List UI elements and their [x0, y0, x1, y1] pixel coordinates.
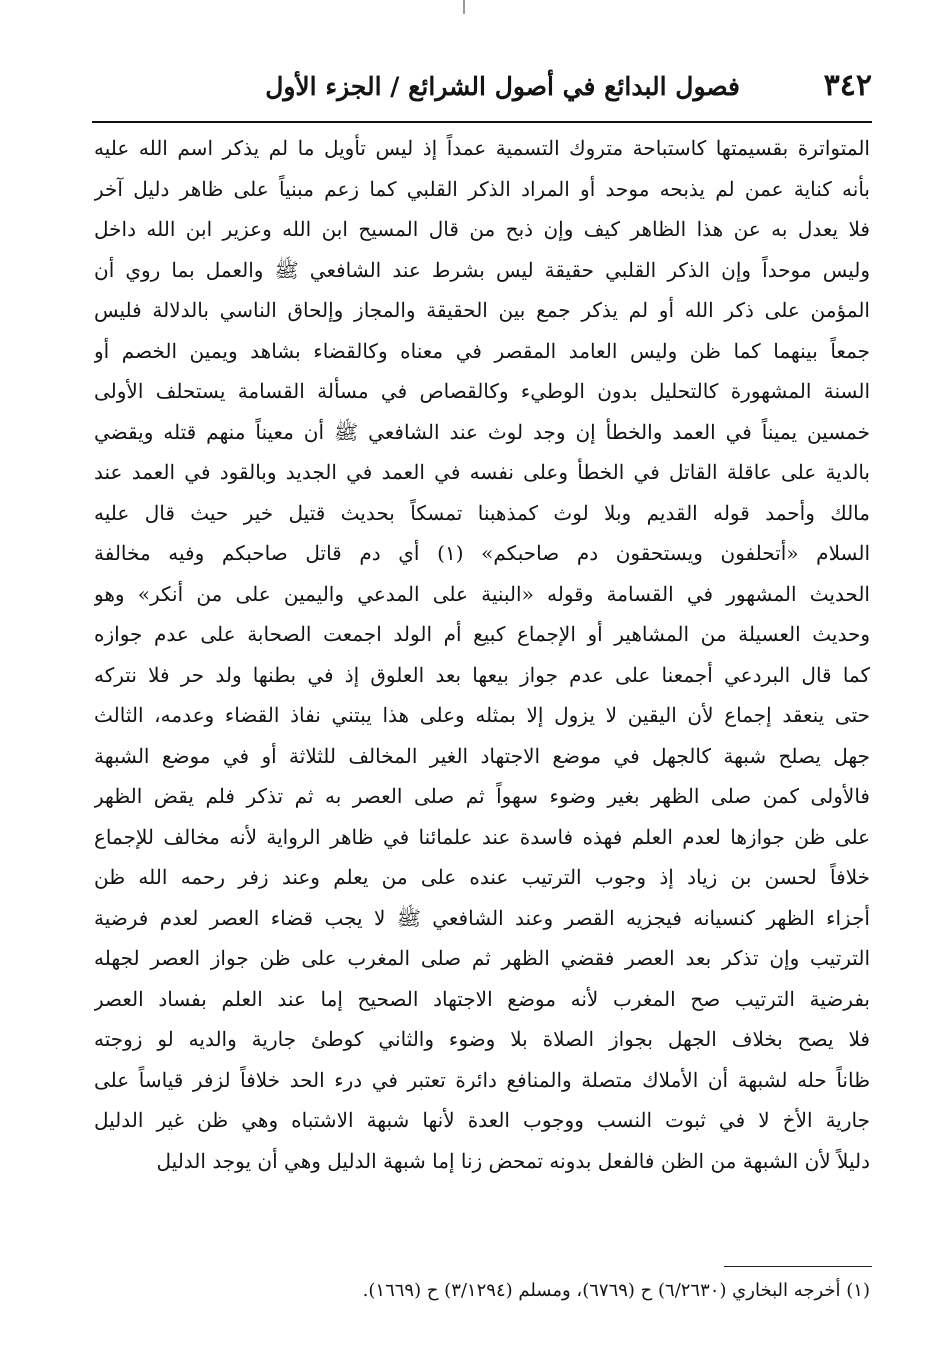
text-line: خمسين يميناً في العمد والخطأ إن وجد لوث عند الشافعي ﷺ أن معيناً منهم قتله ويقضي: [94, 419, 870, 444]
text-line: السلام «أتحلفون ويستحقون دم صاحبكم» (١) أي دم قاتل صاحبكم وفيه مخالفة: [94, 541, 870, 565]
text-line: كما قال البردعي أجمعنا على عدم جواز بيعها بعد العلوق إذ في بطنها ولد حر فلا نتركه: [94, 662, 870, 687]
text-line: وليس موحداً وإن الذكر القلبي حقيقة ليس بشرط عند الشافعي ﷺ والعمل بما روي أن: [94, 257, 870, 282]
page-crop-mark: [463, 0, 465, 14]
text-line: بفرضية الترتيب صح المغرب لأنه موضع الاجتهاد الصحيح إما عند العلم بفساد العصر: [94, 986, 870, 1011]
page-number: ٣٤٢: [823, 68, 872, 103]
text-line: جمعاً بينهما كما ظن وليس العامد المقصر في معناه وكالقضاء بشاهد ويمين الخصم أو: [94, 338, 870, 363]
text-line: مالك وأحمد قوله القديم وبلا لوث كمذهبنا تمسكاً بحديث قتيل خير حيث قال عليه: [94, 500, 870, 525]
text-line: الترتيب وإن تذكر بعد العصر فقضي الظهر ثم صلى المغرب على ظن جواز العصر لجهله: [94, 946, 870, 970]
text-line: ظاناً حله لشبهة أن الأملاك متصلة والمنافع دائرة تعتبر في درء الحد خلافاً لزفر قياساً على: [94, 1067, 870, 1092]
text-line: فالأولى كمن صلى الظهر بغير وضوء سهواً ثم صلى العصر به ثم تذكر فلم يقض الظهر: [94, 784, 870, 808]
text-line: فلا يعدل به عن هذا الظاهر كيف وإن ذبح من قال المسيح ابن الله وعزير ابن الله داخل: [94, 217, 870, 241]
text-line: بالدية على عاقلة القاتل في الخطأ وعلى نفسه في العمد في الجديد وبالقود في العمد عند: [94, 460, 870, 484]
text-line: حتى ينعقد إجماع لأن اليقين لا يزول إلا بمثله وعلى هذا يبتني نفاذ القضاء وعدمه، الثالث: [94, 703, 870, 727]
text-line: السنة المشهورة كالتحليل بدون الوطيء وكالقصاص في مسألة القسامة يستحلف الأولى: [94, 379, 870, 403]
text-line: بأنه كناية عمن لم يذبحه موحد أو المراد الذكر القلبي كما زعم مبنياً على ظاهر دليل آخر: [94, 176, 870, 201]
main-text: [94, 128, 870, 1181]
text-line: المتواترة بقسيمتها كاستباحة متروك التسمية عمداً إذ ليس تأويل ما لم يذكر اسم الله عليه: [94, 136, 870, 160]
text-line: دليلاً لأن الشبهة من الظن فالفعل بدونه تمحض زنا إما شبهة الدليل وهي أن يوجد الدليل: [156, 1148, 870, 1173]
text-line: الحديث المشهور في القسامة وقوله «البنية على المدعي واليمين على من أنكر» وهو: [94, 581, 870, 606]
text-line: أجزاء الظهر كنسيانه فيجزيه القصر وعند الشافعي ﷺ لا يجب قضاء العصر لعدم فرضية: [94, 905, 870, 930]
running-header: [92, 64, 872, 122]
footnote-divider: [724, 1266, 872, 1267]
text-line: جارية الأخ لا في ثبوت النسب ووجوب العدة لأنها شبهة الاشتباه وهي ظن غير الدليل: [94, 1108, 870, 1132]
header-divider: [92, 121, 872, 123]
text-line: على ظن جوازها لعدم العلم فهذه فاسدة عند علمائنا في ظاهر الرواية لأنه مخالف للإجماع: [94, 824, 870, 849]
footnote: (١) أخرجه البخاري (٦/٢٦٣٠) ح (٦٧٦٩)، ومسلم (٣/١٢٩٤) ح (١٦٦٩).: [362, 1280, 870, 1301]
running-title: فصول البدائع في أصول الشرائع / الجزء الأول: [265, 72, 740, 101]
text-line: وحديث العسيلة من المشاهير أو الإجماع كبيع أم الولد اجمعت الصحابة على عدم جوازه: [94, 622, 870, 646]
text-line: فلا يصح بخلاف الجهل بجواز الصلاة بلا وضوء والثاني كوطئ جارية والديه لو زوجته: [94, 1027, 870, 1051]
text-line: المؤمن على ذكر الله أو لم يذكر جمع بين الحقيقة والمجاز وإلحاق الناسي بالدلالة فليس: [94, 298, 870, 322]
text-line: خلافاً لحسن بن زياد إذ وجوب الترتيب عنده على من يعلم وعند زفر رحمه الله ظن: [94, 865, 870, 889]
text-line: جهل يصلح شبهة كالجهل في موضع الاجتهاد الغير المخالف للثلاثة أو في موضع الشبهة: [94, 743, 870, 768]
